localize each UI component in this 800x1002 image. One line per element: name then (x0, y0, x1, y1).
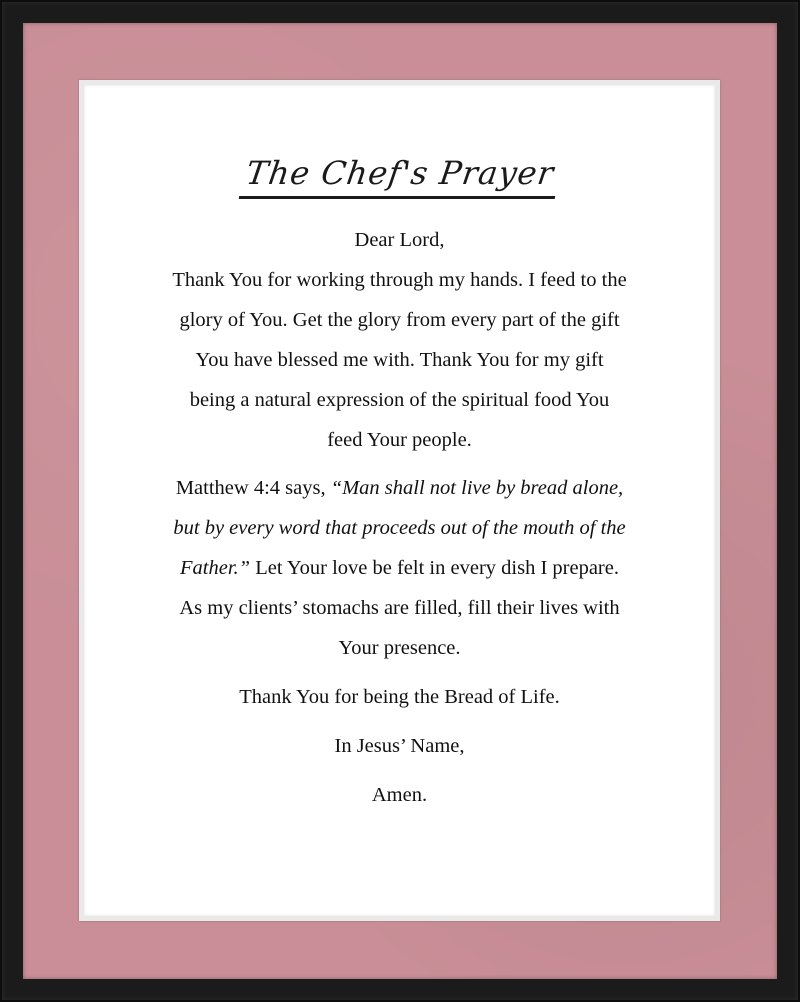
paragraph1-line: You have blessed me with. Thank You for my gift (195, 349, 604, 371)
scripture-quote-line: but by every word that proceeds out of the mouth of the (173, 517, 626, 539)
scripture-quote: Father.” (180, 557, 251, 579)
paragraph1-line: feed Your people. (327, 429, 472, 451)
scripture-line (84, 468, 715, 508)
scripture-quote: “Man shall not live by bread alone, (330, 477, 624, 499)
paragraph2-line: Your presence. (338, 637, 461, 659)
prayer-paper (84, 85, 715, 916)
scripture-reference: Matthew 4:4 says, (175, 477, 331, 499)
prayer-text: Let Your love be felt in every dish I prepare. (250, 557, 619, 579)
paragraph1-line: being a natural expression of the spiritual food You (189, 389, 610, 411)
prayer-body (84, 220, 715, 815)
amen: Amen. (371, 784, 428, 806)
closing-line: Thank You for being the Bread of Life. (239, 686, 560, 708)
prayer-title: The Chef's Prayer (238, 153, 560, 199)
paragraph2-line: As my clients’ stomachs are filled, fill their lives with (179, 597, 620, 619)
sign-off: In Jesus’ Name, (334, 735, 465, 757)
greeting: Dear Lord, (354, 229, 445, 251)
scripture-line (84, 548, 715, 588)
paragraph1-line: Thank You for working through my hands. I feed to the (172, 269, 627, 291)
title-container (84, 153, 715, 199)
paragraph1-line: glory of You. Get the glory from every part of the gift (179, 309, 620, 331)
